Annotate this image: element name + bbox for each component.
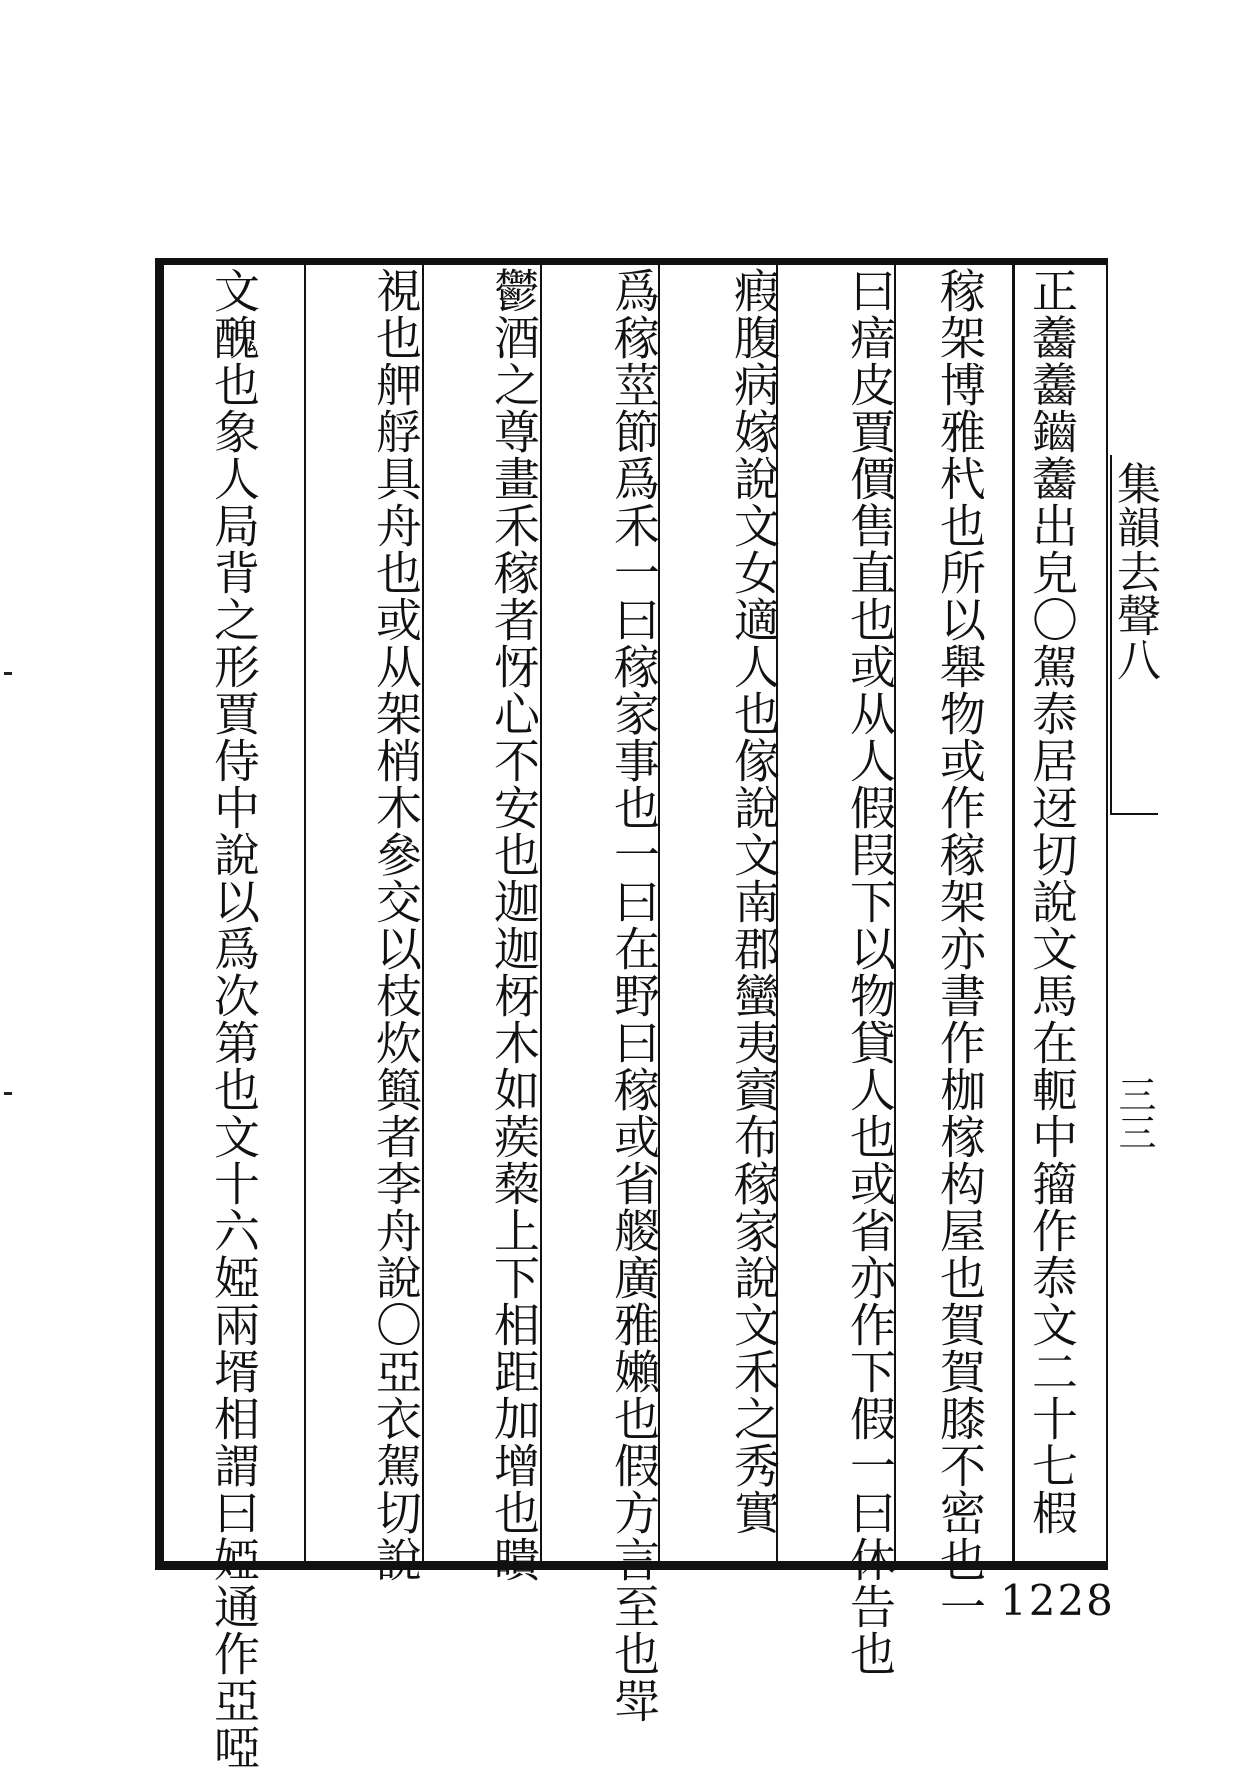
text-column: 稼架博雅杙也所以舉物或作稼架亦書作枷榢构屋也賀賀膝不密也一 — [933, 267, 987, 1630]
side-label: 集韻去聲八 — [1110, 455, 1158, 815]
scan-mark — [4, 1092, 12, 1095]
column-rule — [1012, 265, 1015, 1565]
text-column: 瘕腹病嫁說文女適人也傢說文南郡蠻夷賨布稼家說文禾之秀實 — [727, 267, 781, 1536]
text-column: 爲稼莖節爲禾一曰稼家事也一曰在野曰稼或省艐廣雅嬾也假方言至也斝 — [607, 267, 661, 1724]
text-column: 鬱酒之尊畫禾稼者㤉心不安也迦迦枒木如蒺蔾上下相距加增也瞶 — [487, 267, 541, 1583]
text-column: 曰瘖皮賈價售直也或从人假叚下以物貸人也或省亦作下假一曰休告也 — [843, 267, 897, 1677]
text-column: 文醜也象人局背之形賈侍中說以爲次第也文十六婭兩壻相謂曰婭通作亞啞 — [207, 267, 261, 1771]
page-number: 1228 — [1000, 1576, 1115, 1625]
scan-mark — [4, 672, 12, 675]
side-number: 三三 — [1112, 1075, 1156, 1151]
column-rule — [304, 265, 306, 1565]
text-column: 視也舺艀具舟也或从架梢木參交以枝炊籅者李舟說〇亞衣駕切說 — [369, 267, 423, 1583]
text-column: 正齹齹鑡齹出皃〇駕㤗居迓切說文馬在軛中籀作㤗文二十七椵 — [1025, 267, 1079, 1536]
